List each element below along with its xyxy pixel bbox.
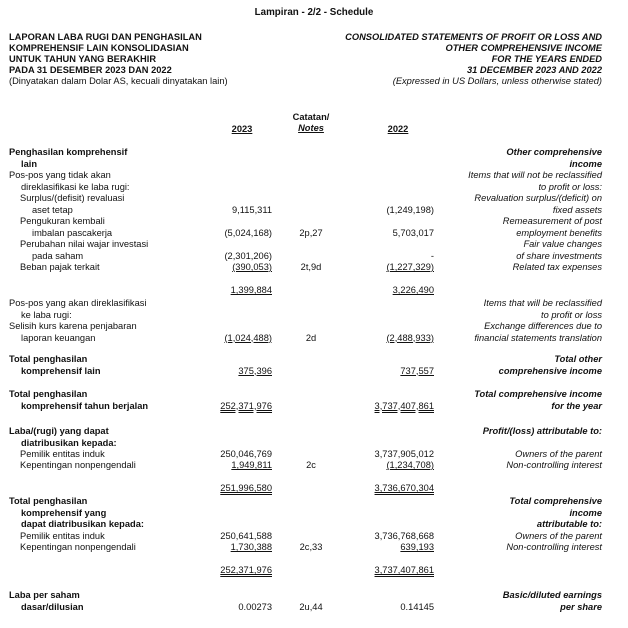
row-label-en: to profit or loss	[541, 309, 602, 320]
row-label-id: ke laba rugi:	[21, 309, 72, 320]
note-ref: 2t,9d	[300, 262, 322, 272]
row-label-id: Kepentingan nonpengendali	[20, 460, 136, 470]
row-label-en: income	[569, 158, 602, 169]
row-label-id: aset tetap	[32, 204, 73, 215]
header-left-line: UNTUK TAHUN YANG BERAKHIR	[9, 54, 157, 64]
note-ref: 2c	[306, 460, 316, 470]
note-ref: 2p,27	[299, 227, 323, 238]
row-label-en: Total comprehensive income	[474, 389, 602, 399]
row-label-id: Pemilik entitas induk	[20, 449, 105, 459]
value-2023: (390,053)	[232, 262, 272, 272]
header-right-line: (Expressed in US Dollars, unless otherwise stated)	[392, 76, 602, 86]
row-label-en: Non-controlling interest	[506, 460, 602, 470]
column-header-2022: 2022	[387, 124, 409, 134]
value-2023: 9,115,311	[232, 204, 272, 215]
row-label-en: attributable to:	[536, 519, 602, 529]
row-label-en: Non-controlling interest	[506, 542, 602, 552]
row-label-en: employment benefits	[516, 227, 602, 238]
value-2023: 250,641,588	[220, 531, 272, 541]
value-2023: 251,996,580	[220, 483, 272, 493]
row-label-id: Pos-pos yang tidak akan	[9, 170, 111, 180]
row-label-id: Laba per saham	[9, 590, 80, 600]
row-label-id: Surplus/(defisit) revaluasi	[20, 193, 125, 203]
row-label-en: Total comprehensive	[509, 496, 602, 506]
header-left-line: KOMPREHENSIF LAIN KONSOLIDASIAN	[9, 43, 189, 53]
row-label-en: fixed assets	[552, 204, 602, 215]
row-label-en: Fair value changes	[523, 239, 602, 249]
row-label-id: Beban pajak terkait	[20, 262, 100, 272]
value-2022: 3,737,905,012	[374, 449, 434, 459]
value-2022: -	[430, 250, 434, 261]
value-2022: 3,737,407,861	[374, 400, 434, 411]
row-label-id: laporan keuangan	[21, 332, 96, 343]
row-label-id: Penghasilan komprehensif	[9, 147, 128, 157]
note-ref: 2c,33	[299, 542, 323, 552]
value-2022: 639,193	[400, 542, 434, 552]
row-label-en: per share	[560, 601, 602, 612]
note-ref: 2d	[305, 332, 317, 343]
row-label-id: pada saham	[32, 250, 84, 261]
row-label-en: Owners of the parent	[515, 531, 602, 541]
row-label-id: Total penghasilan	[9, 354, 88, 364]
row-label-id: Pengukuran kembali	[20, 216, 105, 226]
header-right-line: OTHER COMPREHENSIVE INCOME	[445, 43, 602, 53]
row-label-id: komprehensif yang	[21, 507, 107, 518]
value-2023: 0.00273	[238, 601, 272, 612]
value-2022: 3,226,490	[392, 285, 434, 295]
row-label-en: for the year	[551, 400, 602, 411]
row-label-id: Total penghasilan	[9, 389, 88, 399]
header-right-line: FOR THE YEARS ENDED	[491, 54, 602, 64]
row-label-id: Laba/(rugi) yang dapat	[9, 426, 109, 436]
value-2023: (2,301,206)	[224, 250, 272, 261]
row-label-id: Pos-pos yang akan direklasifikasi	[9, 298, 147, 308]
value-2023: (1,024,488)	[224, 332, 272, 343]
value-2022: 5,703,017	[392, 227, 434, 238]
row-label-id: lain	[21, 158, 38, 169]
row-label-en: comprehensive income	[498, 365, 602, 376]
row-label-en: Exchange differences due to	[484, 321, 602, 331]
row-label-id: Pemilik entitas induk	[20, 531, 105, 541]
value-2022: (1,249,198)	[386, 204, 434, 215]
row-label-en: Related tax expenses	[512, 262, 602, 272]
row-label-id: Selisih kurs karena penjabaran	[9, 321, 137, 331]
header-left-line: LAPORAN LABA RUGI DAN PENGHASILAN	[9, 32, 202, 42]
row-label-en: Other comprehensive	[506, 147, 602, 157]
row-label-id: Total penghasilan	[9, 496, 88, 506]
row-label-en: to profit or loss:	[538, 181, 602, 192]
row-label-en: Total other	[554, 354, 602, 364]
value-2022: (2,488,933)	[386, 332, 434, 343]
value-2023: 252,371,976	[220, 400, 272, 411]
row-label-id: diatribusikan kepada:	[21, 437, 117, 448]
row-label-id: dasar/dilusian	[21, 601, 84, 612]
schedule-title: Lampiran - 2/2 - Schedule	[254, 7, 374, 18]
row-label-id: imbalan pascakerja	[32, 227, 113, 238]
value-2022: (1,234,708)	[386, 460, 434, 470]
column-header-notes-line2: Notes	[298, 123, 324, 133]
value-2022: 3,736,768,668	[374, 531, 434, 541]
row-label-en: Items that will be reclassified	[483, 298, 602, 308]
value-2022: 737,557	[400, 365, 434, 376]
value-2023: 1,949,811	[231, 460, 272, 470]
value-2022: 0.14145	[400, 601, 434, 612]
row-label-en: Revaluation surplus/(deficit) on	[474, 193, 602, 203]
column-header-notes-line1: Catatan/	[292, 112, 330, 122]
value-2023: 375,396	[238, 365, 272, 376]
row-label-id: direklasifikasi ke laba rugi:	[21, 181, 130, 192]
row-label-id: komprehensif lain	[21, 365, 101, 376]
value-2022: 3,737,407,861	[374, 565, 434, 575]
row-label-en: Basic/diluted earnings	[502, 590, 602, 600]
note-ref: 2u,44	[299, 601, 323, 612]
row-label-id: komprehensif tahun berjalan	[21, 400, 149, 411]
header-left-line: (Dinyatakan dalam Dolar AS, kecuali dinyatakan lain)	[9, 76, 228, 86]
row-label-en: Owners of the parent	[515, 449, 602, 459]
row-label-en: of share investments	[516, 250, 602, 261]
header-right-line: 31 DECEMBER 2023 AND 2022	[466, 65, 602, 75]
row-label-id: dapat diatribusikan kepada:	[21, 519, 144, 529]
row-label-en: Items that will not be reclassified	[468, 170, 602, 180]
value-2023: 1,399,884	[230, 285, 272, 295]
row-label-id: Perubahan nilai wajar investasi	[20, 239, 149, 249]
value-2023: 252,371,976	[220, 565, 272, 575]
column-header-2023: 2023	[231, 124, 253, 134]
header-right-line: CONSOLIDATED STATEMENTS OF PROFIT OR LOSS AND	[345, 32, 602, 42]
row-label-en: Profit/(loss) attributable to:	[482, 426, 602, 436]
header-left-line: PADA 31 DESEMBER 2023 DAN 2022	[9, 65, 172, 75]
row-label-en: Remeasurement of post	[502, 216, 602, 226]
value-2022: 3,736,670,304	[374, 483, 434, 493]
value-2022: (1,227,329)	[386, 262, 434, 272]
value-2023: (5,024,168)	[224, 227, 272, 238]
row-label-en: income	[569, 507, 602, 518]
row-label-id: Kepentingan nonpengendali	[20, 542, 136, 552]
value-2023: 250,046,769	[220, 449, 272, 459]
row-label-en: financial statements translation	[474, 332, 602, 343]
value-2023: 1,730,388	[230, 542, 272, 552]
